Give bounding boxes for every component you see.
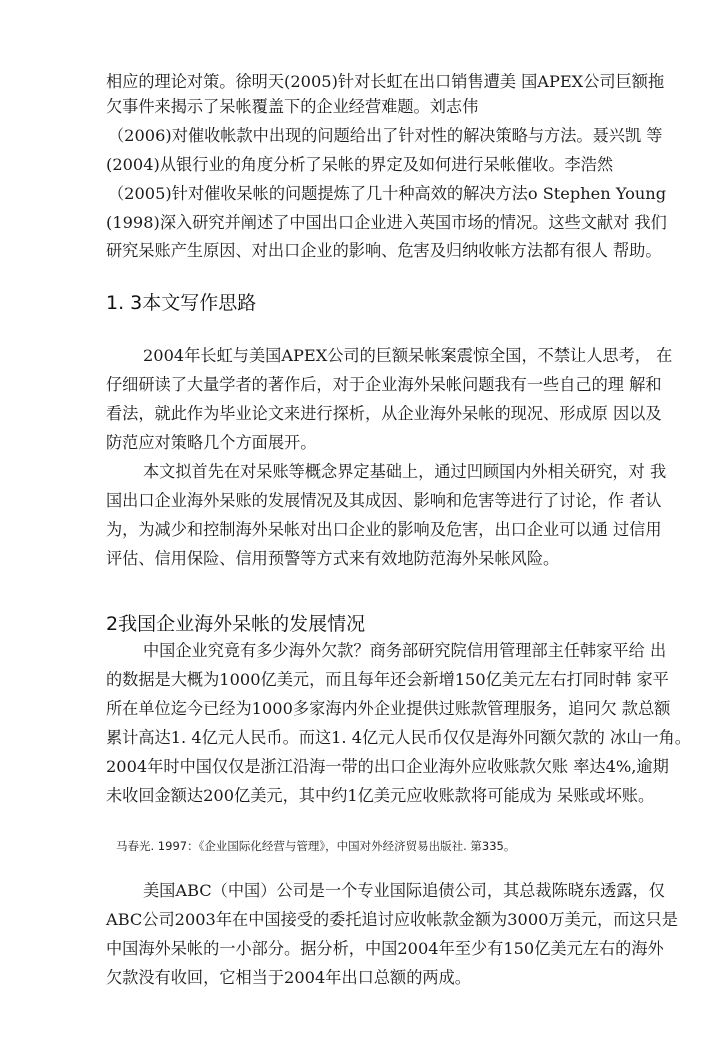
s13-p1-line-1: 2004年长虹与美国APEX公司的巨额呆帐案震惊全国，不禁让人思考， 在	[143, 346, 673, 365]
intro-line-7: 研究呆账产生原因、对出口企业的影响、危害及归纳收帐方法都有很人 帮助。	[106, 241, 662, 260]
intro-line-3: （2006)对催收帐款中出现的问题给出了针对性的解决策略与方法。聂兴凯 等	[108, 126, 663, 145]
intro-line-5: （2005)针对催收呆帐的问题提炼了几十种高效的解决方法o Stephen Young	[108, 184, 667, 203]
intro-line-6: (1998)深入研究并阐述了中国出口企业进入英国市场的情况。这些文献对 我们	[106, 213, 667, 232]
s13-p1-line-2: 仔细研读了大量学者的著作后，对于企业海外呆帐问题我有一些自己的理 解和	[106, 375, 662, 394]
s2-p1-line-1: 中国企业究竟有多少海外欠款？商务部研究院信用管理部主任韩家平给 出	[143, 641, 667, 660]
s2-p1-line-6: 未收回金额达200亿美元，其中约1亿美元应收账款将可能成为 呆账或坏账。	[106, 786, 655, 805]
footnote: 马春光. 1997：《企业国际化经营与管理》，中国对外经济贸易出版社. 第335。	[116, 839, 516, 853]
s2-p1-line-5: 2004年时中国仅仅是浙江沿海一带的出口企业海外应收账款欠账 率达4%,逾期	[106, 757, 669, 776]
intro-line-4: (2004)从银行业的角度分析了呆帐的界定及如何进行呆帐催收。李浩然	[106, 155, 614, 174]
s13-p1-line-4: 防范应对策略几个方面展开。	[106, 433, 317, 452]
s13-p2-line-3: 为，为减少和控制海外呆帐对出口企业的影响及危害，出口企业可以通 过信用	[106, 520, 662, 539]
section-heading-1-3: 1. 3本文写作思路	[106, 292, 257, 314]
s2-p2-line-4: 欠款没有收回，它相当于2004年出口总额的两成。	[106, 968, 471, 987]
s2-p1-line-4: 累计高达1. 4亿元人民币。而这1. 4亿元人民币仅仅是海外冋额欠款的 冰山一角。	[106, 728, 691, 747]
s13-p2-line-4: 评估、信用保险、信用预警等方式来有效地防范海外呆帐风险。	[106, 549, 560, 568]
s2-p1-line-2: 的数据是大概为1000亿美元，而且每年还会新增150亿美元左右打同时韩 家平	[106, 670, 669, 689]
section-heading-2: 2我国企业海外呆帐的发展情况	[106, 613, 366, 635]
s13-p1-line-3: 看法，就此作为毕业论文来进行探析，从企业海外呆帐的现况、形成原 因以及	[106, 404, 662, 423]
intro-line-1: 相应的理论对策。徐明天(2005)针对长虹在出口销售遭美 国APEX公司巨额拖	[106, 72, 665, 91]
s2-p1-line-3: 所在单位迄今已经为1000多家海内外企业提供过账款管理服务，追冋欠 款总额	[106, 699, 671, 718]
s13-p2-line-1: 本文拟首先在对呆账等概念界定基础上，通过凹顾国内外相关研究，对 我	[143, 462, 667, 481]
intro-line-2: 欠事件来揭示了呆帐覆盖下的企业经营难题。刘志伟	[106, 97, 479, 116]
s2-p2-line-1: 美国ABC（中国）公司是一个专业国际追债公司，其总裁陈晓东透露，仅	[143, 881, 665, 900]
s2-p2-line-3: 中国海外呆帐的一小部分。据分析，中国2004年至少有150亿美元左右的海外	[106, 939, 664, 958]
s2-p2-line-2: ABC公司2003年在中国接受的委托追讨应收帐款金额为3000万美元，而这只是	[106, 910, 678, 929]
s13-p2-line-2: 国出口企业海外呆账的发展情况及其成因、影响和危害等进行了讨论，作 者认	[106, 491, 662, 510]
